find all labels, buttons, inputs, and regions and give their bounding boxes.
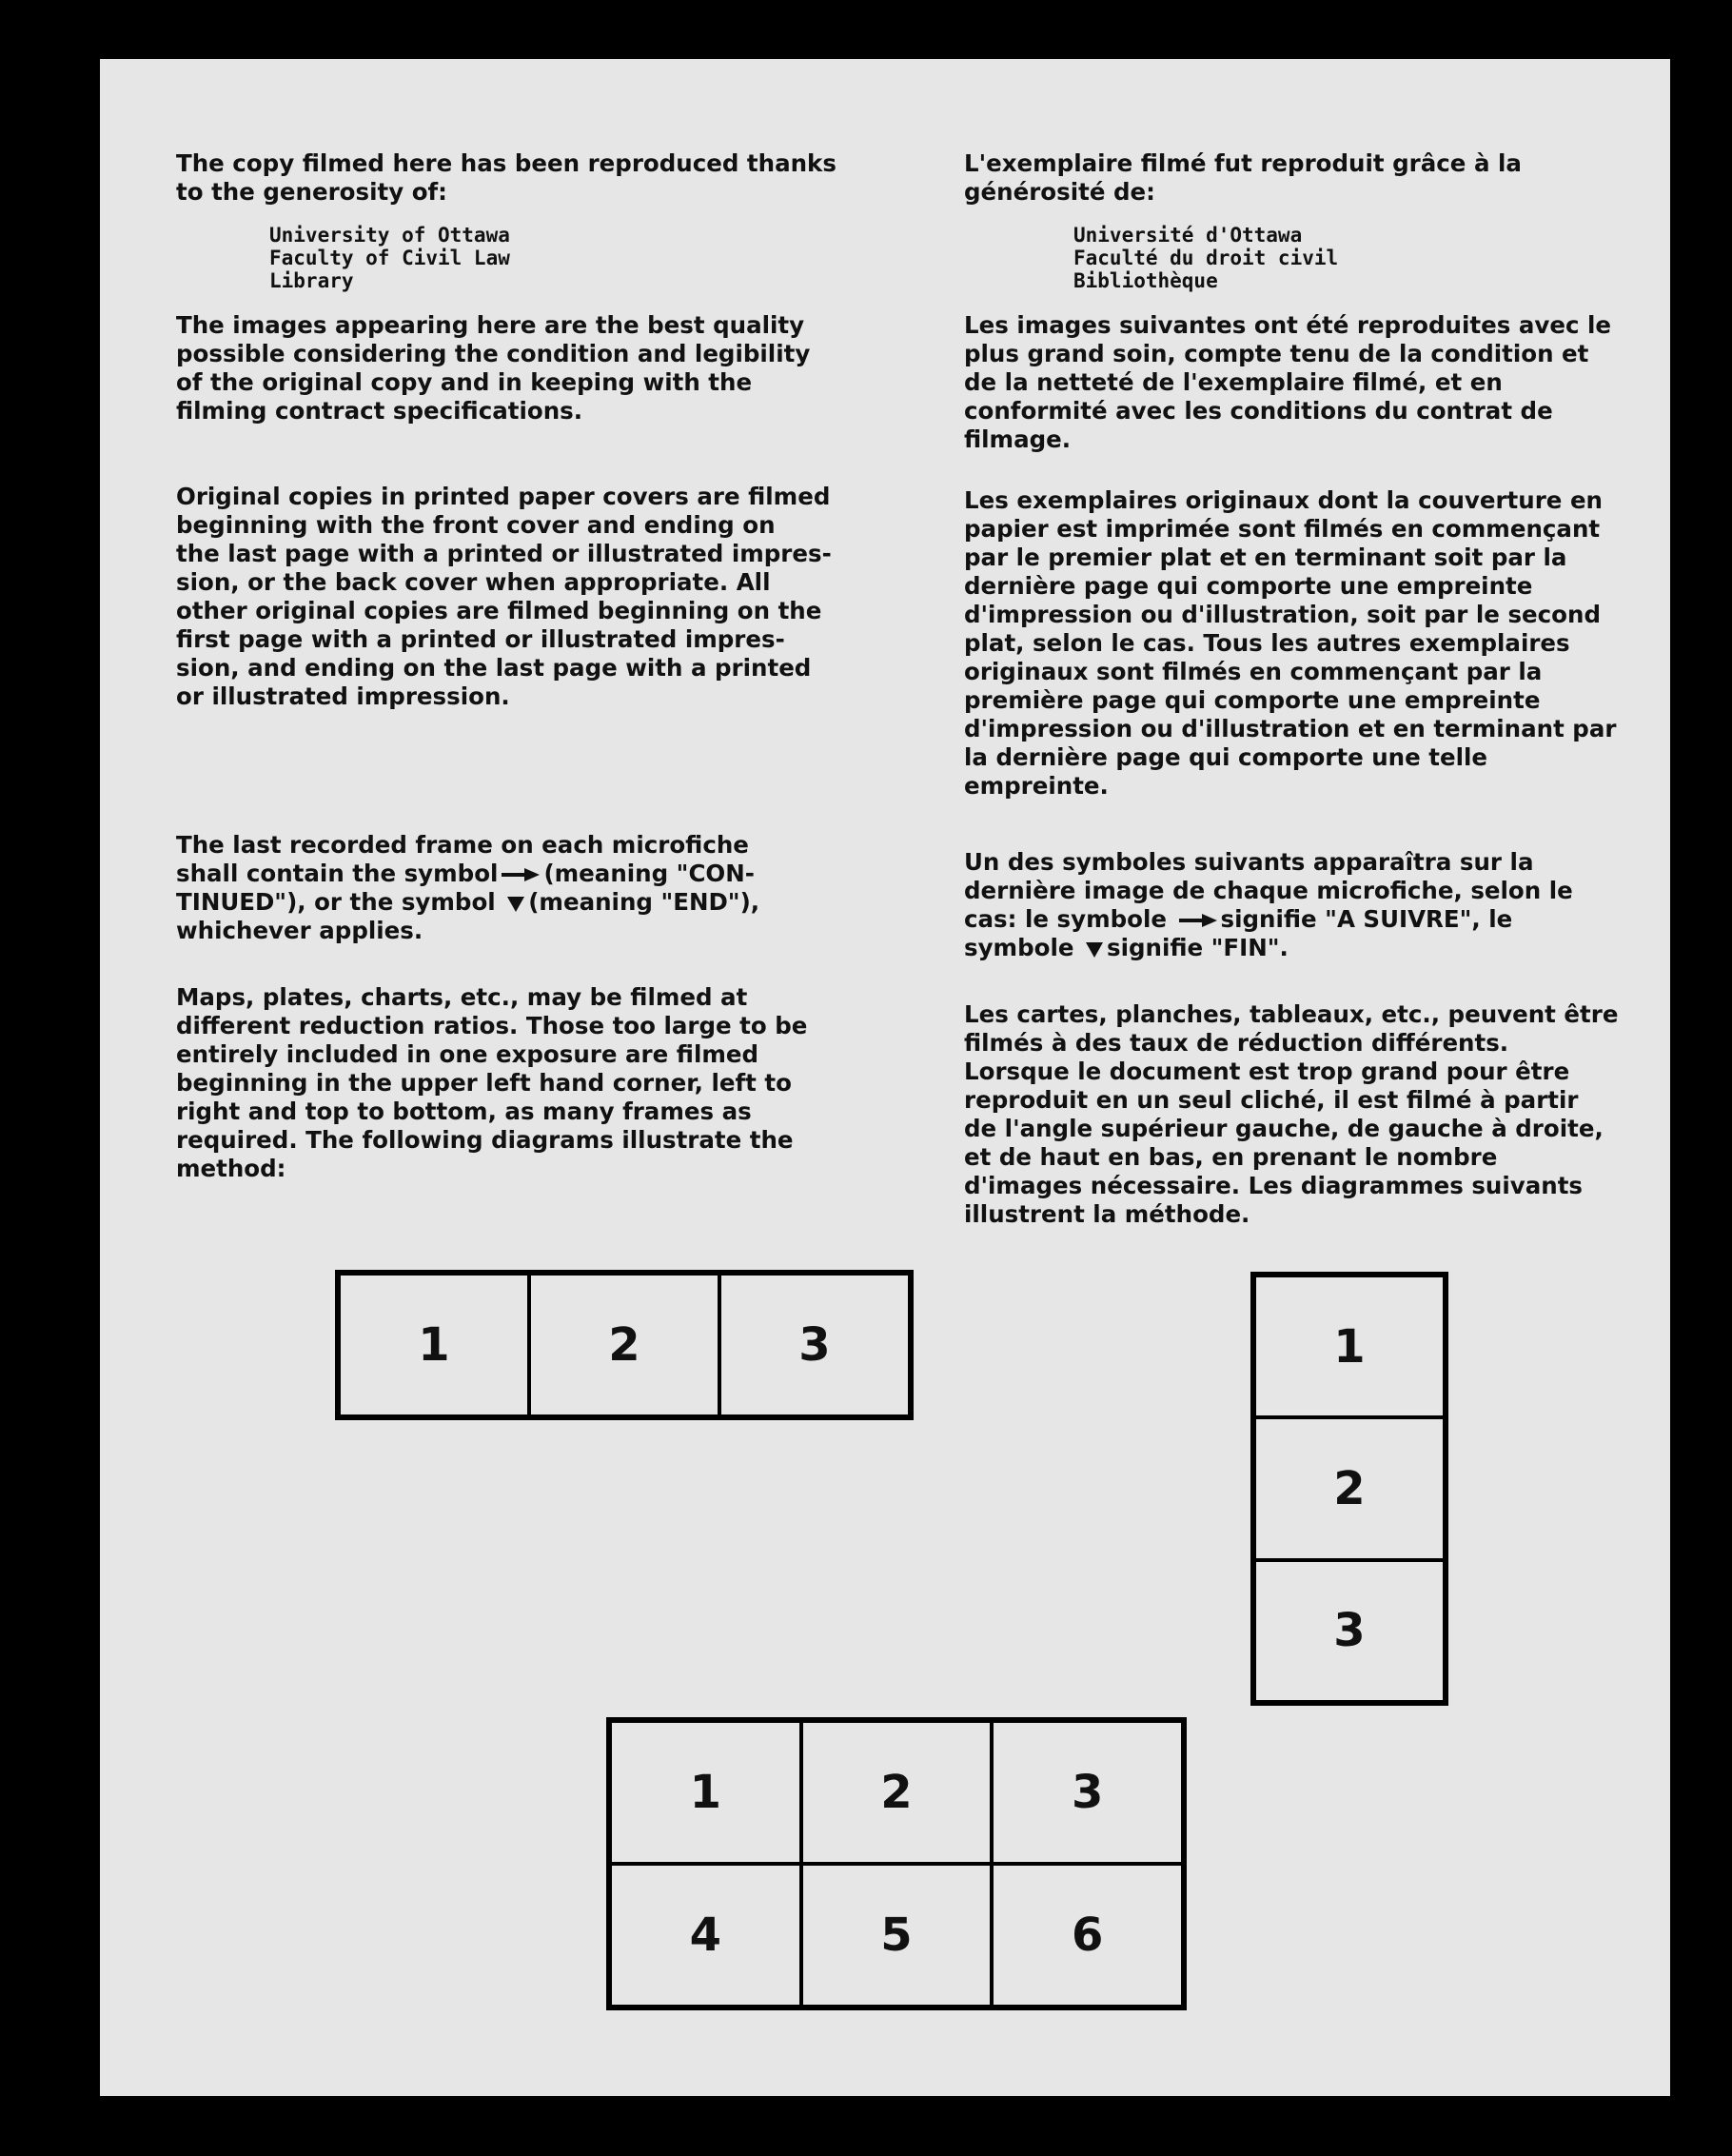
arrow-right-icon bbox=[502, 868, 540, 881]
frame-cell: 1 bbox=[610, 1721, 801, 1864]
triangle-down-icon bbox=[507, 897, 524, 912]
symbol-text-c: (meaning "END"), whichever applies. bbox=[176, 888, 760, 944]
institution-address: University of Ottawa Faculty of Civil Law Library bbox=[269, 224, 510, 292]
frame-cell: 6 bbox=[992, 1864, 1183, 2007]
maps-text-fr: Les cartes, planches, tableaux, etc., peuvent être filmés à des taux de réduction différents. Lorsque le document est trop grand pour être reproduit en un seul cliché, il est filmé à partir de l'angle supérieur gauche, de gauche à droite, et de haut en bas, en prenant le nombre d'images nécessaire. Les diagrammes suivants illustrent la méthode. bbox=[964, 1000, 1619, 1228]
covers-text: Original copies in printed paper covers are filmed beginning with the front cover and ending on the last page with a printed or illustrated impres- sion, or the back cover when appropriate. All other original copies are filmed beginning on the first page with a printed or illustrated impres- sion, and ending on the last page with a printed or illustrated impression. bbox=[176, 483, 832, 710]
symbol-text-a: The last recorded frame on each microfiche shall contain the symbol bbox=[176, 831, 749, 887]
institution-address-fr: Université d'Ottawa Faculté du droit civil Bibliothèque bbox=[1073, 224, 1339, 292]
filming-notice-page bbox=[100, 59, 1670, 2096]
covers-text-fr: Les exemplaires originaux dont la couverture en papier est imprimée sont filmés en commençant par le premier plat et en terminant soit par la dernière page qui comporte une empreinte d'impression ou d'illustration, soit par le second plat, selon le cas. Tous les autres exemplaires originaux sont filmés en commençant par la première page qui comporte une empreinte d'impression ou d'illustration et en terminant par la dernière page qui comporte une telle empreinte. bbox=[964, 486, 1617, 800]
frame-cell: 2 bbox=[529, 1274, 719, 1416]
horizontal-frames-diagram bbox=[335, 1270, 914, 1420]
frame-cell: 3 bbox=[1254, 1560, 1445, 1702]
frame-cell: 1 bbox=[1254, 1276, 1445, 1417]
frame-cell: 3 bbox=[992, 1721, 1183, 1864]
thanks-text-fr: L'exemplaire filmé fut reproduit grâce à la générosité de: bbox=[964, 149, 1522, 206]
arrow-right-icon bbox=[1179, 914, 1217, 927]
thanks-text: The copy filmed here has been reproduced thanks to the generosity of: bbox=[176, 149, 836, 206]
symbol-text bbox=[176, 831, 842, 945]
frame-cell: 5 bbox=[801, 1864, 993, 2007]
symbol-text-b: (meaning "CON- TINUED"), or the symbol bbox=[176, 860, 755, 916]
grid-frames-diagram bbox=[606, 1717, 1187, 2010]
vertical-frames-diagram bbox=[1250, 1272, 1448, 1706]
french-column bbox=[964, 149, 1621, 1229]
frame-cell: 1 bbox=[339, 1274, 529, 1416]
maps-text: Maps, plates, charts, etc., may be filmed at different reduction ratios. Those too large to be entirely included in one exposure are filmed beginning in the upper left hand corner, left to right and top to bottom, as many frames as required. The following diagrams illustrate the method: bbox=[176, 983, 808, 1182]
quality-text-fr: Les images suivantes ont été reproduites avec le plus grand soin, compte tenu de la condition et de la netteté de l'exemplaire filmé, et en conformité avec les conditions du contrat de filmage. bbox=[964, 311, 1612, 453]
symbol-text-fr-a: Un des symboles suivants apparaîtra sur la dernière image de chaque microfiche, selon le cas: le symbole bbox=[964, 848, 1573, 933]
frame-cell: 2 bbox=[801, 1721, 993, 1864]
triangle-down-icon bbox=[1086, 942, 1103, 958]
frame-cell: 2 bbox=[1254, 1417, 1445, 1559]
symbol-text-fr-b: signifie "A SUIVRE", le symbole bbox=[964, 905, 1513, 961]
frame-cell: 3 bbox=[719, 1274, 910, 1416]
frame-cell: 4 bbox=[610, 1864, 801, 2007]
symbol-text-fr bbox=[964, 848, 1621, 962]
quality-text: The images appearing here are the best quality possible considering the condition and legibility of the original copy and in keeping with the filming contract specifications. bbox=[176, 311, 811, 425]
symbol-text-fr-c: signifie "FIN". bbox=[1107, 934, 1289, 961]
english-column bbox=[176, 149, 842, 1183]
